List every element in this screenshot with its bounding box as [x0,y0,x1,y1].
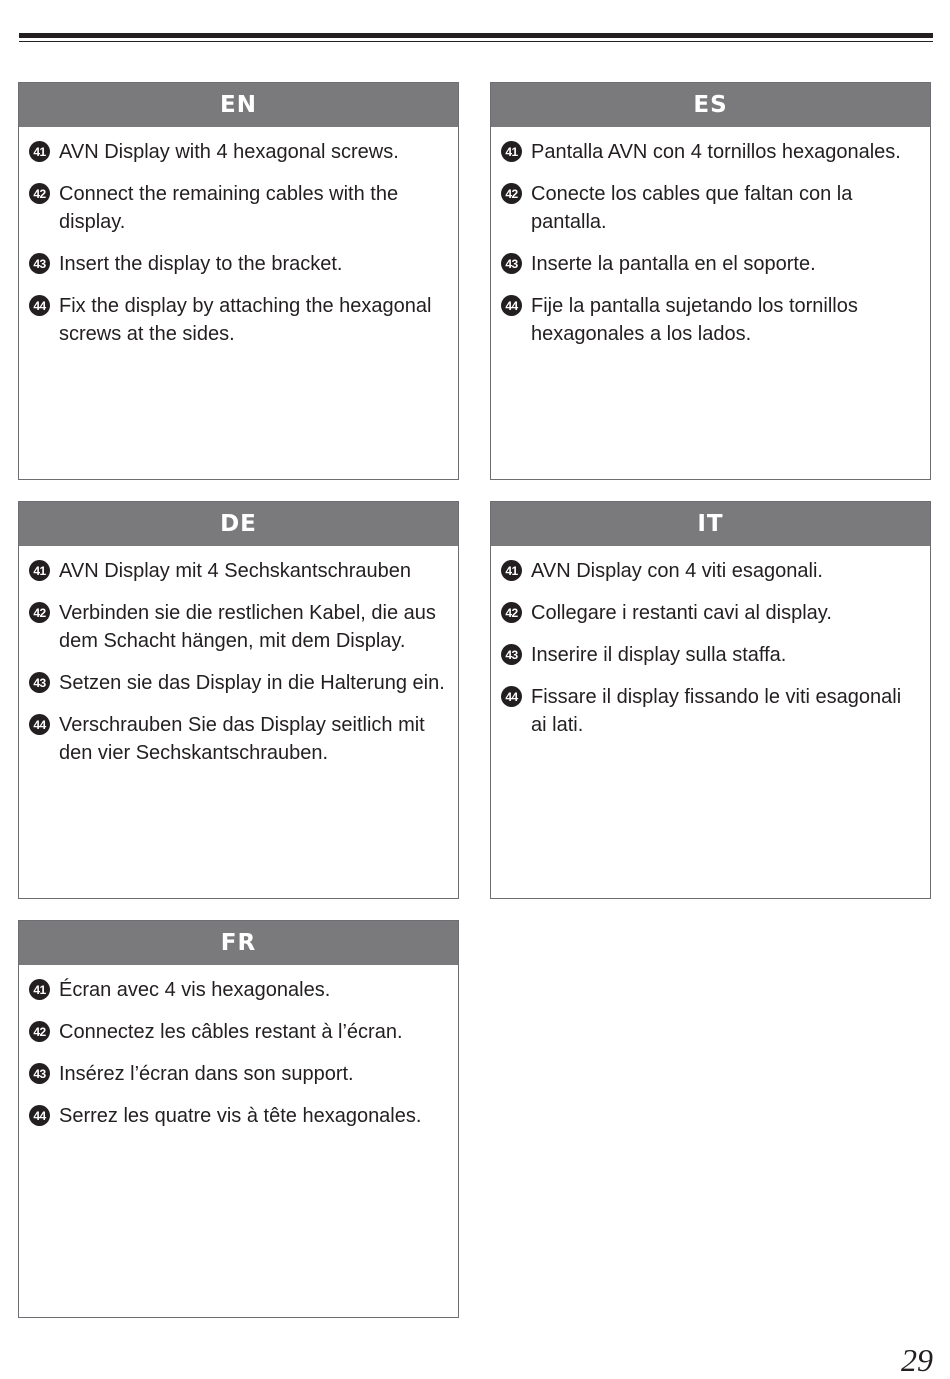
step-number-badge: 44 [501,686,522,707]
step-text: Conecte los cables que faltan con la pantalla. [531,183,853,233]
step-text: Verbinden sie die restlichen Kabel, die aus dem Schacht hängen, mit dem Display. [59,602,436,652]
panel-heading: IT [491,502,930,546]
step-item [29,1060,450,1088]
step-number-badge: 44 [29,714,50,735]
step-item [29,669,450,697]
step-text: AVN Display con 4 viti esagonali. [531,560,823,582]
step-item [501,599,922,627]
step-list [19,127,458,348]
panel-en [18,82,459,480]
step-item [501,292,922,348]
step-text: Fije la pantalla sujetando los tornillos hexagonales a los lados. [531,295,858,345]
step-item [501,250,922,278]
step-item [29,250,450,278]
step-list [19,965,458,1130]
header-rule-thin [19,41,933,42]
step-text: Serrez les quatre vis à tête hexagonales. [59,1105,422,1127]
step-item [29,711,450,767]
step-list [491,546,930,739]
panel-es [490,82,931,480]
step-text: Insérez l’écran dans son support. [59,1063,354,1085]
step-text: AVN Display mit 4 Sechskantschrauben [59,560,412,582]
step-number-badge: 42 [29,602,50,623]
step-item [29,599,450,655]
step-text: Verschrauben Sie das Display seitlich mit den vier Sechskantschrauben. [59,714,425,764]
step-number-badge: 44 [29,1105,50,1126]
panel-de [18,501,459,899]
step-text: Inserire il display sulla staffa. [531,644,787,666]
step-text: Collegare i restanti cavi al display. [531,602,832,624]
step-list [19,546,458,767]
step-item [501,683,922,739]
step-number-badge: 43 [501,644,522,665]
step-number-badge: 42 [501,183,522,204]
step-text: Écran avec 4 vis hexagonales. [59,979,331,1001]
step-item [29,1102,450,1130]
panel-fr [18,920,459,1318]
panel-heading: FR [19,921,458,965]
step-item [29,557,450,585]
header-rule-thick [19,33,933,38]
step-number-badge: 41 [29,979,50,1000]
step-text: Setzen sie das Display in die Halterung ein. [59,672,445,694]
step-number-badge: 44 [29,295,50,316]
step-item [29,1018,450,1046]
step-item [29,976,450,1004]
step-number-badge: 41 [501,560,522,581]
step-item [29,138,450,166]
step-list [491,127,930,348]
step-text: Inserte la pantalla en el soporte. [531,253,816,275]
panel-heading: EN [19,83,458,127]
step-number-badge: 43 [29,1063,50,1084]
step-number-badge: 43 [29,253,50,274]
step-number-badge: 41 [29,560,50,581]
step-text: Fissare il display fissando le viti esagonali ai lati. [531,686,902,736]
step-item [29,292,450,348]
step-text: AVN Display with 4 hexagonal screws. [59,141,399,163]
panel-it [490,501,931,899]
panel-heading: DE [19,502,458,546]
step-item [501,180,922,236]
step-item [501,641,922,669]
step-number-badge: 43 [29,672,50,693]
step-text: Connect the remaining cables with the display. [59,183,399,233]
step-number-badge: 42 [501,602,522,623]
step-number-badge: 43 [501,253,522,274]
step-number-badge: 41 [29,141,50,162]
step-number-badge: 44 [501,295,522,316]
step-number-badge: 41 [501,141,522,162]
step-text: Connectez les câbles restant à l’écran. [59,1021,403,1043]
step-number-badge: 42 [29,1021,50,1042]
step-item [29,180,450,236]
panel-heading: ES [491,83,930,127]
step-number-badge: 42 [29,183,50,204]
step-text: Pantalla AVN con 4 tornillos hexagonales. [531,141,901,163]
page-number: 29 [901,1342,933,1378]
step-text: Fix the display by attaching the hexagonal screws at the sides. [59,295,432,345]
step-item [501,557,922,585]
step-item [501,138,922,166]
step-text: Insert the display to the bracket. [59,253,343,275]
